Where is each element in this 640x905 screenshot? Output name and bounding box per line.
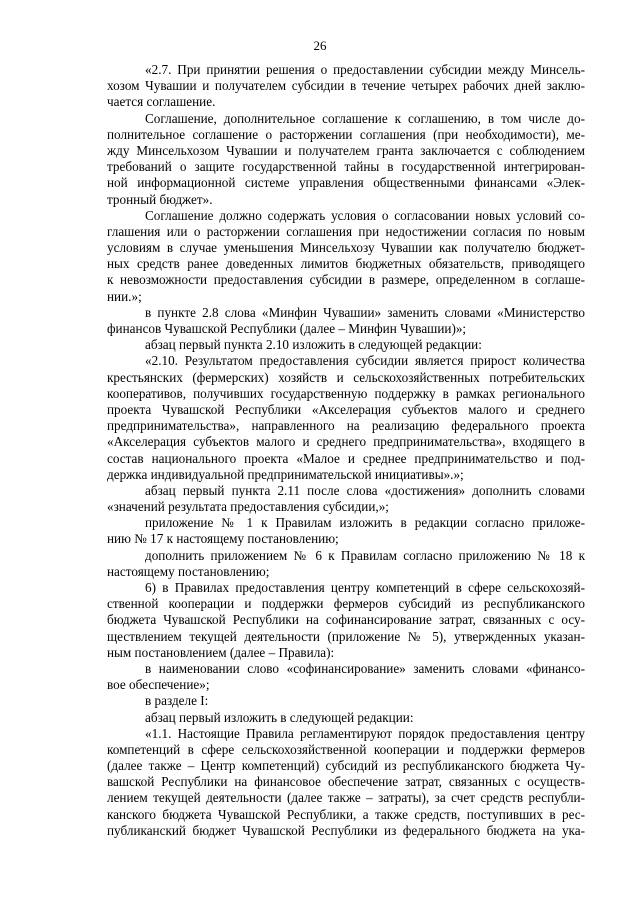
- text-line: предпринимательства», направленного на реализацию федерального проекта: [107, 418, 585, 434]
- text-line: Соглашение, дополнительное соглашение к соглашению, в том числе до-: [145, 110, 585, 126]
- text-line: в наименовании слово «софинансирование» заменить словами «финансо-: [145, 660, 585, 676]
- text-line: абзац первый пункта 2.10 изложить в следующей редакции:: [145, 337, 482, 353]
- text-line: требований о защите государственной тайны в государственной интегрирован-: [107, 159, 585, 175]
- text-line: бюджета Чувашской Республики на софинансирование затрат, связанных с осу-: [107, 612, 585, 628]
- text-line: «1.1. Настоящие Правила регламентируют порядок предоставления центру: [145, 725, 585, 741]
- text-line: держка индивидуальной предпринимательской инициативы».»;: [107, 466, 464, 482]
- page-number: 26: [313, 38, 327, 53]
- text-line: в пункте 2.8 слова «Минфин Чувашии» заменить словами «Министерство: [145, 304, 585, 320]
- text-line: «2.7. При принятии решения о предоставлении субсидии между Минсель-: [145, 62, 585, 77]
- text-line: (далее также – Центр компетенций) субсидий из республиканского бюджета Чу-: [107, 758, 585, 774]
- text-line: финансов Чувашской Республики (далее – Минфин Чувашии)»;: [107, 321, 467, 336]
- text-line: состав национального проекта «Малое и среднее предпринимательство и под-: [107, 450, 585, 466]
- text-line: лением текущей деятельности (далее также – затраты), за счет средств республи-: [107, 790, 585, 806]
- text-line: нии.»;: [107, 288, 142, 304]
- text-line: компетенций в сфере сельскохозяйственной кооперации и поддержки фермеров: [107, 741, 585, 757]
- text-line: к невозможности предоставления субсидии в размере, определенном в соглаше-: [107, 272, 585, 288]
- text-line: чается соглашение.: [107, 94, 216, 110]
- text-line: условиям в случае уменьшения Минсельхозу Чувашии как получателю бюджет-: [107, 240, 585, 256]
- text-line: Соглашение должно содержать условия о согласовании новых условий со-: [145, 207, 585, 223]
- text-line: публиканский бюджет Чувашской Республики из федерального бюджета на ука-: [107, 822, 585, 838]
- text-line: «2.10. Результатом предоставления субсидии является прирост количества: [145, 353, 585, 369]
- text-line: нию № 17 к настоящему постановлению;: [107, 531, 339, 547]
- text-line: ным постановлением (далее – Правила):: [107, 644, 335, 660]
- text-line: вое обеспечение»;: [107, 677, 210, 693]
- text-line: настоящему постановлению;: [107, 563, 270, 579]
- text-line: ных средств ранее доведенных лимитов бюджетных обязательств, приводящего: [107, 256, 585, 272]
- text-line: ственной кооперации и поддержки фермеров субсидий из республиканского: [107, 596, 585, 612]
- text-line: абзац первый пункта 2.11 после слова «достижения» дополнить словами: [145, 482, 585, 498]
- text-line: «Акселерация субъектов малого и среднего предпринимательства», входящего в: [107, 434, 585, 450]
- text-line: канского бюджета Чувашской Республики, а также средств, поступивших в рес-: [107, 806, 585, 822]
- text-line: глашения или о расторжении соглашения при недостижении согласия по новым: [107, 223, 585, 239]
- text-line: вашской Республики на финансовое обеспечение затрат, связанных с осуществ-: [107, 774, 585, 790]
- text-line: хозом Чувашии и получателем субсидии в течение четырех рабочих дней заклю-: [107, 78, 585, 94]
- text-line: 6) в Правилах предоставления центру компетенций в сфере сельскохозяй-: [145, 580, 585, 595]
- text-line: ной информационной системе управления общественными финансами «Элек-: [107, 175, 585, 191]
- text-line: абзац первый изложить в следующей редакции:: [145, 709, 414, 725]
- text-line: крестьянских (фермерских) хозяйств и сельскохозяйственных потребительских: [107, 369, 585, 385]
- text-line: проекта Чувашской Республики «Акселерация субъектов малого и среднего: [107, 401, 585, 417]
- text-line: полнительное соглашение о расторжении соглашения (при необходимости), ме-: [107, 126, 585, 142]
- text-line: приложение № 1 к Правилам изложить в редакции согласно приложе-: [145, 515, 585, 531]
- document-body: [107, 62, 585, 839]
- text-line: в разделе I:: [145, 693, 209, 709]
- text-line: дополнить приложением № 6 к Правилам согласно приложению № 18 к: [145, 547, 585, 563]
- text-line: «значений результата предоставления субсидии,»;: [107, 499, 389, 515]
- text-line: тронный бюджет».: [107, 191, 213, 207]
- text-line: кооперативов, получивших государственную поддержку в рамках регионального: [107, 385, 585, 401]
- text-line: жду Минсельхозом Чувашии и получателем гранта заключается с соблюдением: [107, 142, 585, 158]
- text-line: ществлением текущей деятельности (приложение № 5), утвержденных указан-: [107, 628, 585, 644]
